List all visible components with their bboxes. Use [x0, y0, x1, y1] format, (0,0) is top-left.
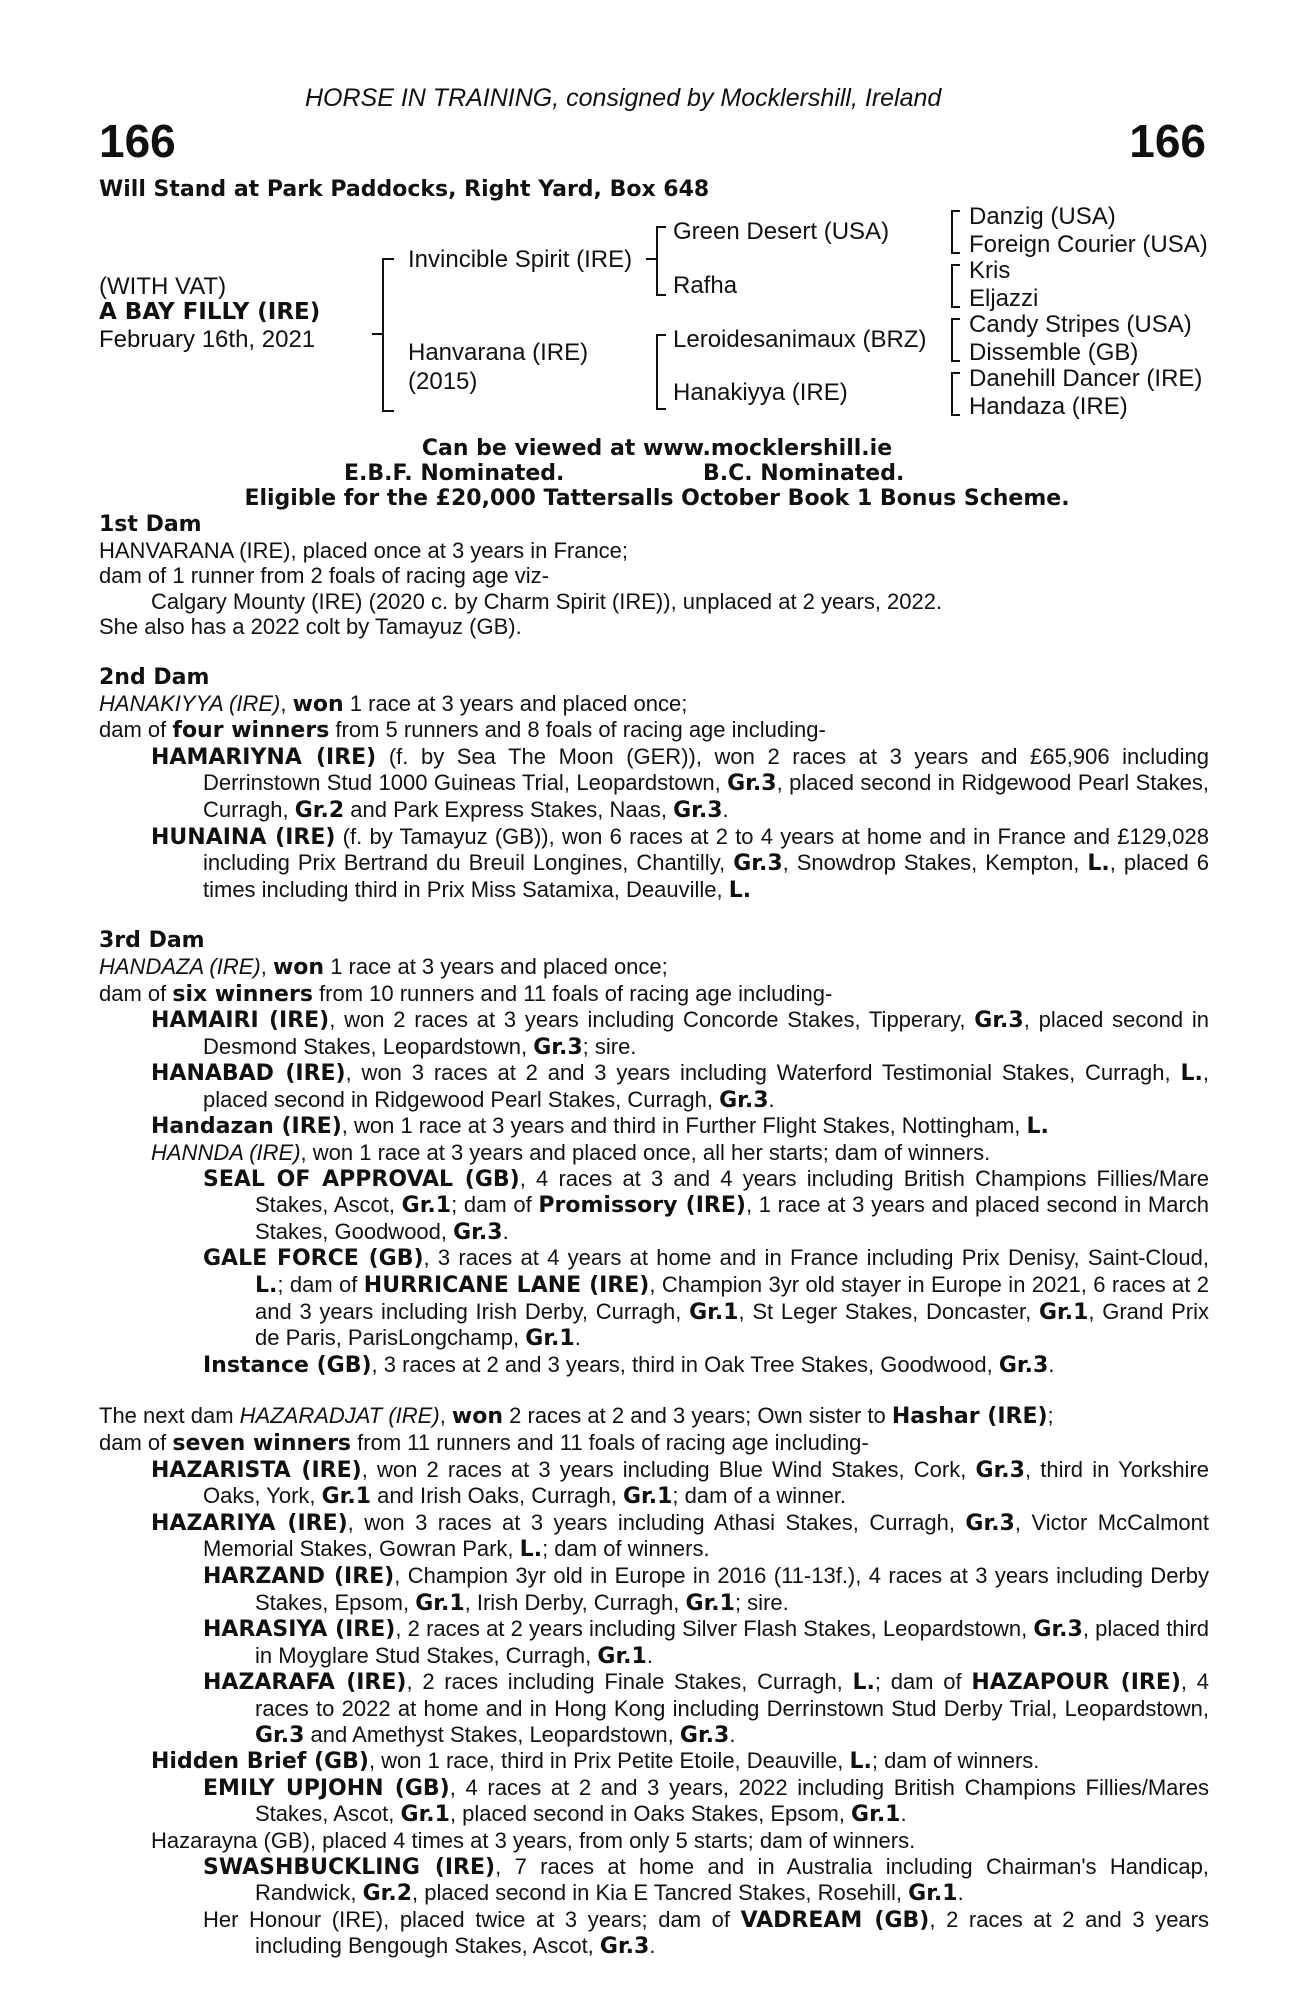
pedigree-brace-main	[382, 258, 394, 412]
second-dam-intro: HANAKIYYA (IRE), won 1 race at 3 years and placed once;	[99, 690, 688, 717]
pedigree-brace-gen3-4	[951, 372, 960, 416]
sire-sire: Green Desert (USA)	[673, 218, 890, 245]
third-dam-intro: HANDAZA (IRE), won 1 race at 3 years and placed once;	[99, 953, 668, 980]
second-dam-heading: 2nd Dam	[99, 664, 210, 690]
first-dam-produce-summary: dam of 1 runner from 2 foals of racing age viz-	[99, 563, 549, 589]
third-dam-heading: 3rd Dam	[99, 928, 205, 954]
second-dam-summary: dam of four winners from 5 runners and 8 foals of racing age including-	[99, 717, 826, 744]
dam-sire-sire: Candy Stripes (USA)	[969, 311, 1192, 338]
sire: Invincible Spirit (IRE)	[408, 246, 633, 273]
dam-sire-dam: Dissemble (GB)	[969, 339, 1139, 366]
third-dam-entry-seal-of-approval: SEAL OF APPROVAL (GB), 4 races at 3 and 4 years including British Champions Fillies/Mare Stakes, Ascot, Gr.1; dam of Promissory (IRE), 1 race at 3 years and placed second in March Stakes, Goodwood, Gr.3.	[203, 1165, 1210, 1245]
dam-dam: Hanakiyya (IRE)	[673, 379, 848, 406]
sire-sire-sire: Danzig (USA)	[969, 203, 1116, 230]
ebf-nominated: E.B.F. Nominated.	[344, 461, 565, 486]
next-dam-entry-hazariya: HAZARIYA (IRE), won 3 races at 3 years including Athasi Stakes, Curragh, Gr.3, Victor McCalmont Memorial Stakes, Gowran Park, L.; dam of winners.	[151, 1509, 1209, 1563]
bc-nominated: B.C. Nominated.	[703, 461, 905, 486]
second-dam-entry-hunaina: HUNAINA (IRE) (f. by Tamayuz (GB)), won 6 races at 2 to 4 years at home and in France and £129,028 including Prix Bertrand du Breuil Longines, Chantilly, Gr.3, Snowdrop Stakes, Kempton, L., placed 6 times including third in Prix Miss Satamixa, Deauville, L.	[151, 823, 1210, 903]
lot-number-left: 166	[99, 115, 176, 167]
next-dam-entry-harasiya: HARASIYA (IRE), 2 races at 2 years including Silver Flash Stakes, Leopardstown, Gr.3, placed third in Moyglare Stud Stakes, Curragh, Gr.1.	[203, 1616, 1209, 1669]
stand-location: Will Stand at Park Paddocks, Right Yard, Box 648	[99, 177, 710, 202]
third-dam-entry-handazan: Handazan (IRE), won 1 race at 3 years and third in Further Flight Stakes, Nottingham, L.	[151, 1113, 1049, 1140]
first-dam-line: HANVARANA (IRE), placed once at 3 years in France;	[99, 537, 629, 563]
bonus-scheme: Eligible for the £20,000 Tattersalls October Book 1 Bonus Scheme.	[244, 486, 1070, 511]
pedigree-brace-gen3-2	[951, 264, 960, 308]
foaling-date: February 16th, 2021	[99, 326, 316, 353]
sire-dam-sire: Kris	[969, 257, 1011, 284]
pedigree-brace-dam	[656, 334, 666, 410]
dam-dam-dam: Handaza (IRE)	[969, 393, 1128, 420]
sire-dam-dam: Eljazzi	[969, 285, 1039, 312]
first-dam-produce-item: Calgary Mounty (IRE) (2020 c. by Charm Spirit (IRE)), unplaced at 2 years, 2022.	[151, 588, 943, 614]
viewing-link: Can be viewed at www.mocklershill.ie	[421, 436, 893, 461]
pedigree-brace-sire	[656, 226, 666, 296]
next-dam-summary: dam of seven winners from 11 runners and 11 foals of racing age including-	[99, 1430, 869, 1456]
lot-number-right: 166	[1129, 115, 1206, 167]
third-dam-summary: dam of six winners from 10 runners and 11 foals of racing age including-	[99, 980, 833, 1007]
first-dam-heading: 1st Dam	[99, 512, 202, 537]
third-dam-entry-instance: Instance (GB), 3 races at 2 and 3 years, third in Oak Tree Stakes, Goodwood, Gr.3.	[203, 1351, 1055, 1378]
pedigree-brace-gen3-1	[951, 210, 960, 254]
dam-year: (2015)	[408, 368, 478, 395]
next-dam-entry-hazarafa: HAZARAFA (IRE), 2 races including Finale Stakes, Curragh, L.; dam of HAZAPOUR (IRE), 4 races to 2022 at home and in Hong Kong including Derrinstown Stud Derby Trial, Leopardstown, Gr.3 and Amethyst Stakes, Leopardstown, Gr.3.	[203, 1669, 1210, 1748]
third-dam-entry-hannda: HANNDA (IRE), won 1 race at 3 years and placed once, all her starts; dam of winners.	[151, 1140, 991, 1166]
third-dam-entry-hamairi: HAMAIRI (IRE), won 2 races at 3 years including Concorde Stakes, Tipperary, Gr.3, placed second in Desmond Stakes, Leopardstown, Gr.3; sire.	[151, 1007, 1210, 1060]
dam-sire: Leroidesanimaux (BRZ)	[673, 326, 927, 353]
sire-sire-dam: Foreign Courier (USA)	[969, 231, 1208, 258]
next-dam-entry-her-honour: Her Honour (IRE), placed twice at 3 years; dam of VADREAM (GB), 2 races at 2 and 3 years including Bengough Stakes, Ascot, Gr.3.	[203, 1906, 1209, 1960]
next-dam-entry-swashbuckling: SWASHBUCKLING (IRE), 7 races at home and in Australia including Chairman's Handicap, Randwick, Gr.2, placed second in Kia E Tancred Stakes, Rosehill, Gr.1.	[203, 1853, 1209, 1907]
dam: Hanvarana (IRE)	[408, 339, 589, 366]
dam-dam-sire: Danehill Dancer (IRE)	[969, 365, 1203, 392]
next-dam-intro: The next dam HAZARADJAT (IRE), won 2 races at 2 and 3 years; Own sister to Hashar (IRE);	[99, 1403, 1054, 1430]
next-dam-entry-emily-upjohn: EMILY UPJOHN (GB), 4 races at 2 and 3 years, 2022 including British Champions Fillies/Mares Stakes, Ascot, Gr.1, placed second in Oaks Stakes, Epsom, Gr.1.	[203, 1774, 1209, 1828]
next-dam-entry-hazarayna: Hazarayna (GB), placed 4 times at 3 years, from only 5 starts; dam of winners.	[151, 1827, 916, 1853]
page-header-title: HORSE IN TRAINING, consigned by Mocklershill, Ireland	[305, 84, 942, 112]
third-dam-entry-hanabad: HANABAD (IRE), won 3 races at 2 and 3 years including Waterford Testimonial Stakes, Curragh, L., placed second in Ridgewood Pearl Stakes, Curragh, Gr.3.	[151, 1060, 1209, 1113]
lot-name: A BAY FILLY (IRE)	[99, 299, 321, 325]
catalogue-body	[99, 512, 1209, 1960]
second-dam-entry-hamariyna: HAMARIYNA (IRE) (f. by Sea The Moon (GER)), won 2 races at 3 years and £65,906 including Derrinstown Stud 1000 Guineas Trial, Leopardstown, Gr.3, placed second in Ridgewood Pearl Stakes, Curragh, Gr.2 and Park Express Stakes, Naas, Gr.3.	[151, 743, 1210, 823]
sire-dam: Rafha	[673, 272, 738, 299]
next-dam-entry-harzand: HARZAND (IRE), Champion 3yr old in Europe in 2016 (11-13f.), 4 races at 3 years including Derby Stakes, Epsom, Gr.1, Irish Derby, Curragh, Gr.1; sire.	[203, 1562, 1209, 1616]
pedigree-brace-gen3-3	[951, 318, 960, 362]
next-dam-entry-hazarista: HAZARISTA (IRE), won 2 races at 3 years including Blue Wind Stakes, Cork, Gr.3, third in Yorkshire Oaks, York, Gr.1 and Irish Oaks, Curragh, Gr.1; dam of a winner.	[151, 1456, 1210, 1510]
first-dam-note: She also has a 2022 colt by Tamayuz (GB).	[99, 614, 522, 640]
vat-note: (WITH VAT)	[99, 273, 227, 300]
third-dam-entry-gale-force: GALE FORCE (GB), 3 races at 4 years at home and in France including Prix Denisy, Saint-Cloud, L.; dam of HURRICANE LANE (IRE), Champion 3yr old stayer in Europe in 2021, 6 races at 2 and 3 years including Irish Derby, Curragh, Gr.1, St Leger Stakes, Doncaster, Gr.1, Grand Prix de Paris, ParisLongchamp, Gr.1.	[203, 1245, 1210, 1352]
next-dam-entry-hidden-brief: Hidden Brief (GB), won 1 race, third in Prix Petite Etoile, Deauville, L.; dam of winners.	[151, 1748, 1040, 1775]
